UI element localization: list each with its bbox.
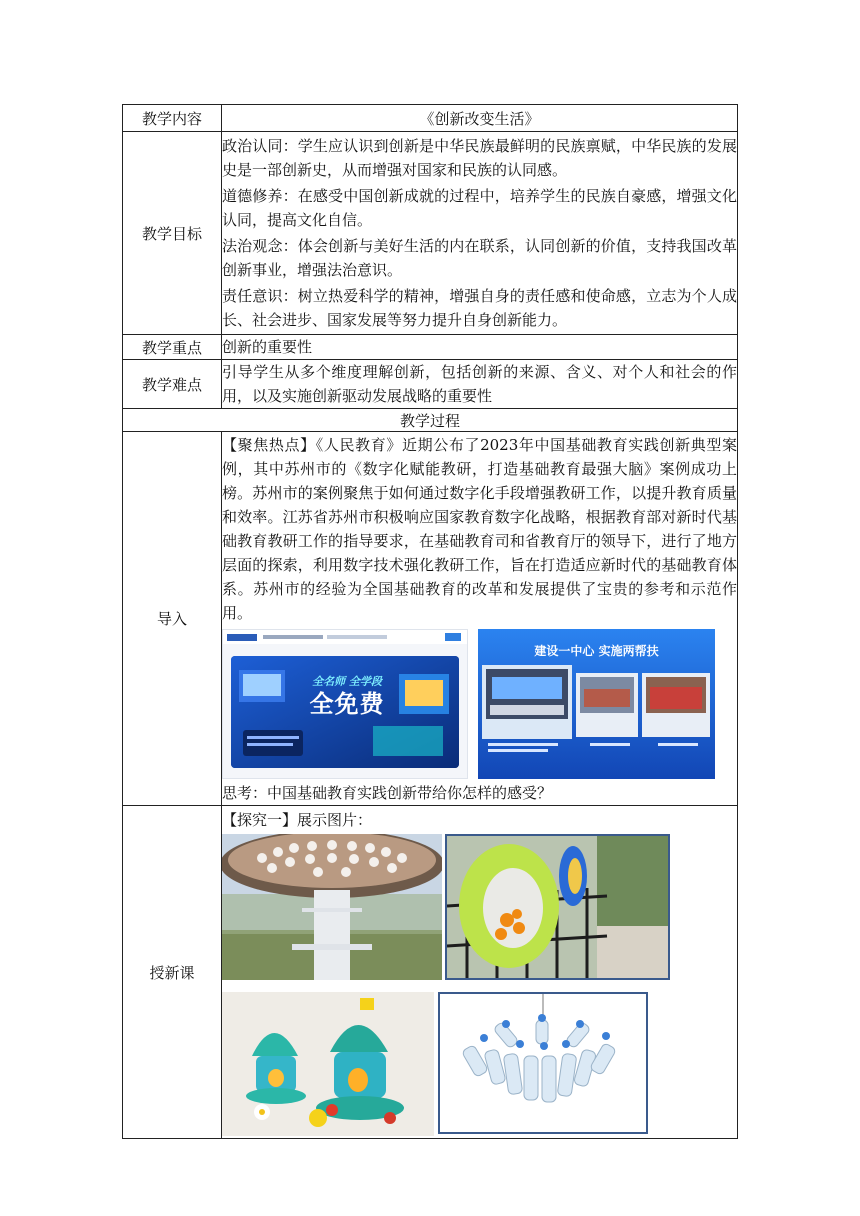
explore-images-row-2 xyxy=(222,992,737,1136)
tire-planter-graphic xyxy=(447,836,668,978)
row-new-lesson xyxy=(123,806,738,1139)
row-objectives xyxy=(123,132,738,335)
label-objectives: 教学目标 xyxy=(123,132,222,335)
label-new-lesson: 授新课 xyxy=(123,806,222,1139)
lesson-plan-table xyxy=(122,104,738,1139)
banner-title: 全免费 xyxy=(309,690,385,718)
support-center-title: 建设一中心 实施两帮扶 xyxy=(534,644,659,658)
explore-images-row-1 xyxy=(222,834,737,980)
row-intro xyxy=(123,432,738,806)
intro-cell xyxy=(222,432,738,806)
objective-responsibility: 责任意识：树立热爱科学的精神，增强自身的责任感和使命感，立志为个人成长、社会进步、国家发展等努力提升自身创新能力。 xyxy=(222,287,737,329)
recycled-canopy-image xyxy=(222,834,442,980)
label-difficulty: 教学难点 xyxy=(123,360,222,409)
new-lesson-cell xyxy=(222,806,738,1139)
objective-political: 政治认同：学生应认识到创新是中华民族最鲜明的民族禀赋，中华民族的发展史是一部创新史，从而增强对国家和民族的认同感。 xyxy=(222,137,737,179)
label-intro: 导入 xyxy=(123,432,222,806)
tire-planter-image xyxy=(445,834,670,980)
row-process-header xyxy=(123,409,738,432)
objectives-cell xyxy=(222,132,738,335)
process-header: 教学过程 xyxy=(123,409,738,432)
intro-question: 思考：中国基础教育实践创新带给你怎样的感受？ xyxy=(222,784,553,802)
row-content xyxy=(123,105,738,132)
bottle-lamp-graphic xyxy=(222,992,434,1136)
difficulty-text: 引导学生从多个维度理解创新，包括创新的来源、含义、对个人和社会的作用，以及实施创新驱动发展战略的重要性 xyxy=(222,360,738,409)
lesson-title: 《创新改变生活》 xyxy=(222,105,738,132)
key-point-text: 创新的重要性 xyxy=(222,335,738,360)
objective-law: 法治观念：体会创新与美好生活的内在联系，认同创新的价值，支持我国改革创新事业，增强法治意识。 xyxy=(222,237,737,279)
label-key-point: 教学重点 xyxy=(123,335,222,360)
intro-text: 【聚焦热点】《人民教育》近期公布了2023年中国基础教育实践创新典型案例，其中苏州市的《数字化赋能教研，打造基础教育最强大脑》案例成功上榜。苏州市的案例聚焦于如何通过数字化手段增强教研工作，以提升教育质量和效率。江苏省苏州市积极响应国家教育数字化战略，根据教育部对新时代基础教育教研工作的指导要求，在基础教育司和省教育厅的领导下，进行了地方层面的探索，利用数字技术强化教研工作，旨在打造适应新时代的基础教育体系。苏州市的经验为全国基础教育的改革和发展提供了宝贵的参考和示范作用。 xyxy=(222,436,737,622)
bottle-lamp-image xyxy=(222,992,434,1136)
banner-subtitle: 全名师 全学段 xyxy=(312,675,382,688)
support-center-image xyxy=(478,629,715,779)
suzhou-platform-image xyxy=(222,629,468,779)
row-key-point xyxy=(123,335,738,360)
bottle-chandelier-image xyxy=(438,992,648,1134)
canopy-graphic xyxy=(222,834,442,980)
explore-heading: 【探究一】展示图片： xyxy=(222,811,373,829)
objective-moral: 道德修养：在感受中国创新成就的过程中，培养学生的民族自豪感，增强文化认同，提高文化自信。 xyxy=(222,187,737,229)
label-content: 教学内容 xyxy=(123,105,222,132)
row-difficulty xyxy=(123,360,738,409)
intro-images xyxy=(222,629,737,779)
chandelier-graphic xyxy=(440,994,646,1132)
